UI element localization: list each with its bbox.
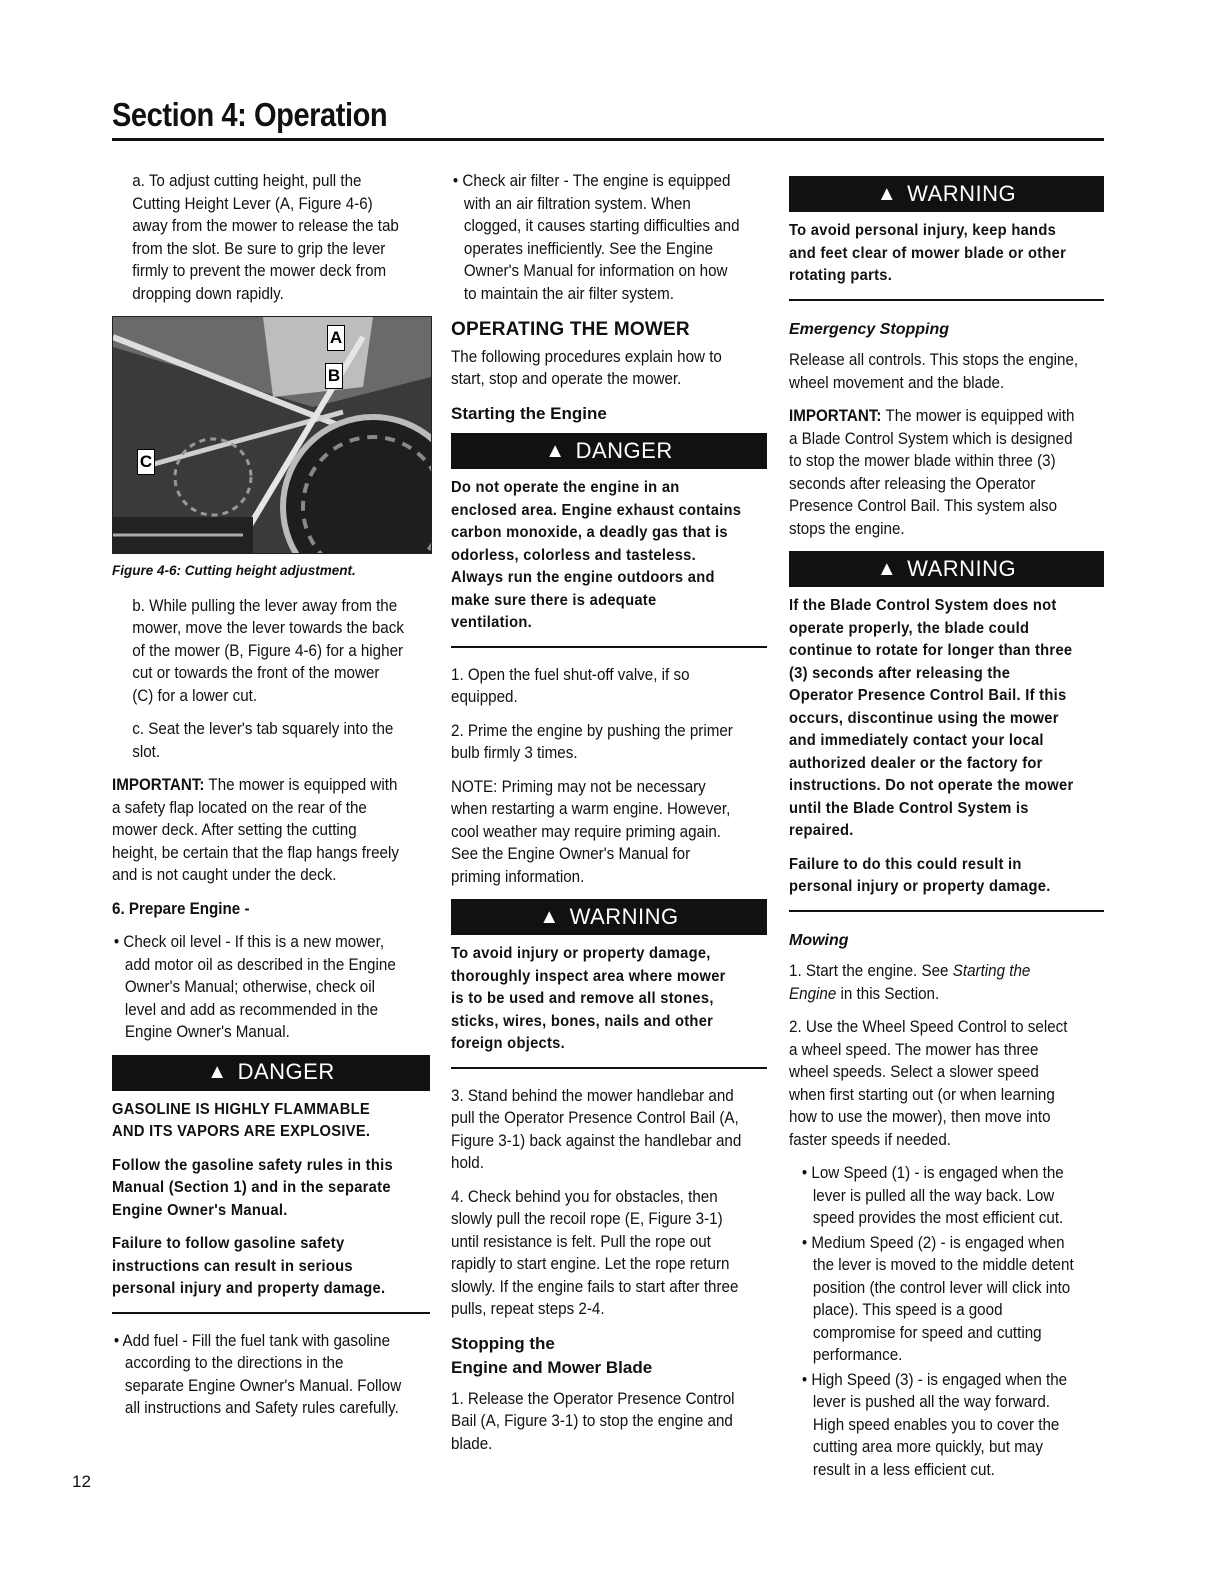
page-title: Section 4: Operation (112, 96, 388, 133)
check-oil-item: • Check oil level - If this is a new mower, add motor oil as described in the Engine Owner's Manual; otherwise, check oil level and add as recommended in the Engine Owner's Manual. (113, 933, 396, 1041)
danger-banner-2 (451, 433, 767, 469)
warning-label-1: WARNING (907, 180, 1017, 206)
add-fuel-item: • Add fuel - Fill the fuel tank with gasoline according to the directions in the separate Engine Owner's Manual. Follow all instructions and Safety rules carefully. (113, 1331, 402, 1417)
warning-label: WARNING (569, 903, 679, 929)
start-step-4: 4. Check behind you for obstacles, then slowly pull the recoil rope (E, Figure 3-1) until resistance is felt. Pull the rope out rapidly to start engine. Let the rope return slowly. If the engine fails to start after three pulls, repeat steps 2-4. (451, 1187, 739, 1318)
figure-caption: Figure 4-6: Cutting height adjustment. (112, 563, 356, 578)
warning-banner-2 (789, 551, 1104, 587)
warning-banner (451, 899, 767, 935)
page-number: 12 (72, 1472, 91, 1491)
danger-banner (112, 1055, 430, 1091)
operating-intro: The following procedures explain how to start, stop and operate the mower. (451, 347, 722, 388)
danger-label: DANGER (237, 1059, 335, 1085)
warning-banner-1 (789, 176, 1104, 212)
danger-text-3: Failure to follow gasoline safety instructions can result in serious personal injury and property damage. (112, 1235, 386, 1297)
step-c: c. Seat the lever's tab squarely into the slot. (132, 720, 394, 761)
mowing-heading: Mowing (789, 931, 849, 949)
stopping-heading-2: Engine and Mower Blade (451, 1358, 653, 1377)
priming-note: NOTE: Priming may not be necessary when restarting a warm engine. However, cool weather may require priming again. See the Engine Owner's Manual for priming information. (451, 777, 731, 886)
warning-text-1: To avoid personal injury, keep hands and feet clear of mower blade or other rotating parts. (789, 222, 1067, 284)
start-step-1: 1. Open the fuel shut-off valve, if so equipped. (451, 665, 690, 706)
column-1 (112, 170, 430, 1431)
figure-label-b: B (325, 363, 343, 389)
mow-step-1 (789, 960, 1079, 1005)
mow-step-1-start: 1. Start the engine. See (789, 962, 953, 980)
warning-rule-1 (789, 299, 1104, 301)
warning-triangle-icon: ▲ (207, 1061, 228, 1084)
step-a: a. To adjust cutting height, pull the Cutting Height Lever (A, Figure 4-6) away from the mower to release the tab from the slot. Be sure to grip the lever firmly to prevent the mower deck from dropping down rapidly. (132, 172, 399, 303)
starting-heading: Starting the Engine (451, 403, 607, 423)
prepare-engine-heading: 6. Prepare Engine - (112, 899, 250, 918)
column-2 (451, 170, 767, 1466)
danger-label-2: DANGER (575, 437, 673, 463)
medium-speed-item: • Medium Speed (2) - is engaged when the lever is moved to the middle detent position (the control lever will click into place). This speed is a good compromise for speed and cutting performance. (801, 1233, 1074, 1364)
danger-text: Do not operate the engine in an enclosed area. Engine exhaust contains carbon monoxide, a deadly gas that is odorless, colorless and tasteless. Always run the engine outdoors and make sure there is adequate ventilation. (451, 479, 742, 631)
high-speed-item: • High Speed (3) - is engaged when the lever is pushed all the way forward. High speed enables you to cover the cutting area more quickly, but may result in a less efficient cut. (801, 1370, 1068, 1479)
low-speed-item: • Low Speed (1) - is engaged when the lever is pulled all the way back. Low speed provides the most efficient cut. (801, 1164, 1064, 1227)
title-rule (112, 138, 1104, 141)
important-text: The mower is equipped with a safety flap located on the rear of the mower deck. After setting the cutting height, be certain that the flap hangs freely and is not caught under the deck. (112, 776, 399, 884)
mow-step-1-end: in this Section. (836, 984, 940, 1003)
figure-label-a: A (327, 325, 345, 351)
important-label: IMPORTANT: (112, 776, 205, 794)
step-b: b. While pulling the lever away from the mower, move the lever towards the back of the mower (B, Figure 4-6) for a higher cut or towards the front of the mower (C) for a lower cut. (132, 596, 404, 705)
warning-rule (451, 1067, 767, 1069)
mow-step-1-ref: Starting the Engine (789, 962, 1031, 1003)
figure-illustration (113, 317, 431, 553)
figure-4-6 (112, 316, 432, 554)
warning-fail-text: Failure to do this could result in personal injury or property damage. (789, 855, 1051, 895)
warning-triangle-icon: ▲ (545, 439, 566, 462)
mow-step-2: 2. Use the Wheel Speed Control to select a wheel speed. The mower has three wheel speeds. Select a slower speed when first starting out (or when learning how to use the mower), then move into faster speeds if needed. (789, 1018, 1068, 1149)
important-text-2: The mower is equipped with a Blade Control System which is designed to stop the mower blade within three (3) seconds after releasing the Operator Presence Control Bail. This system also stops the engine. (789, 407, 1075, 538)
operating-heading: OPERATING THE MOWER (451, 319, 690, 340)
stop-step-1: 1. Release the Operator Presence Control Bail (A, Figure 3-1) to stop the engine and blade. (451, 1389, 735, 1453)
stopping-heading-1: Stopping the (451, 1333, 555, 1353)
important-note-2 (789, 405, 1079, 540)
warning-triangle-icon: ▲ (876, 182, 898, 205)
figure-label-c: C (137, 449, 155, 475)
start-step-2: 2. Prime the engine by pushing the primer bulb firmly 3 times. (451, 721, 733, 762)
warning-text-2: If the Blade Control System does not operate properly, the blade could continue to rotate for longer than three (3) seconds after releasing the Operator Presence Control Bail. If this occurs, discontinue using the mower and immediately contact your local authorized dealer or the factory for instructions. Do not operate the mower until the Blade Control System is repaired. (789, 597, 1074, 839)
important-note (112, 774, 405, 887)
warning-rule-2 (789, 910, 1104, 912)
danger-text-1: GASOLINE IS HIGHLY FLAMMABLE AND ITS VAPORS ARE EXPLOSIVE. (112, 1100, 371, 1140)
important-label-2: IMPORTANT: (789, 407, 882, 425)
danger-rule (112, 1312, 430, 1314)
warning-triangle-icon: ▲ (876, 557, 898, 580)
warning-triangle-icon: ▲ (539, 905, 560, 928)
start-step-3: 3. Stand behind the mower handlebar and pull the Operator Presence Control Bail (A, Figure 3-1) back against the handlebar and hold. (451, 1086, 742, 1172)
emergency-heading: Emergency Stopping (789, 320, 950, 338)
column-3 (789, 170, 1104, 1492)
warning-text: To avoid injury or property damage, thoroughly inspect area where mower is to be used and remove all stones, sticks, wires, bones, nails and other foreign objects. (451, 945, 726, 1052)
danger-text-2: Follow the gasoline safety rules in this Manual (Section 1) and in the separate Engine Owner's Manual. (112, 1156, 393, 1219)
check-air-item: • Check air filter - The engine is equipped with an air filtration system. When clogged, it causes starting difficulties and operates inefficiently. See the Engine Owner's Manual for information on how to maintain the air filter system. (452, 172, 740, 303)
emergency-text: Release all controls. This stops the engine, wheel movement and the blade. (789, 351, 1079, 392)
danger-rule-2 (451, 646, 767, 648)
warning-label-2: WARNING (907, 555, 1017, 581)
